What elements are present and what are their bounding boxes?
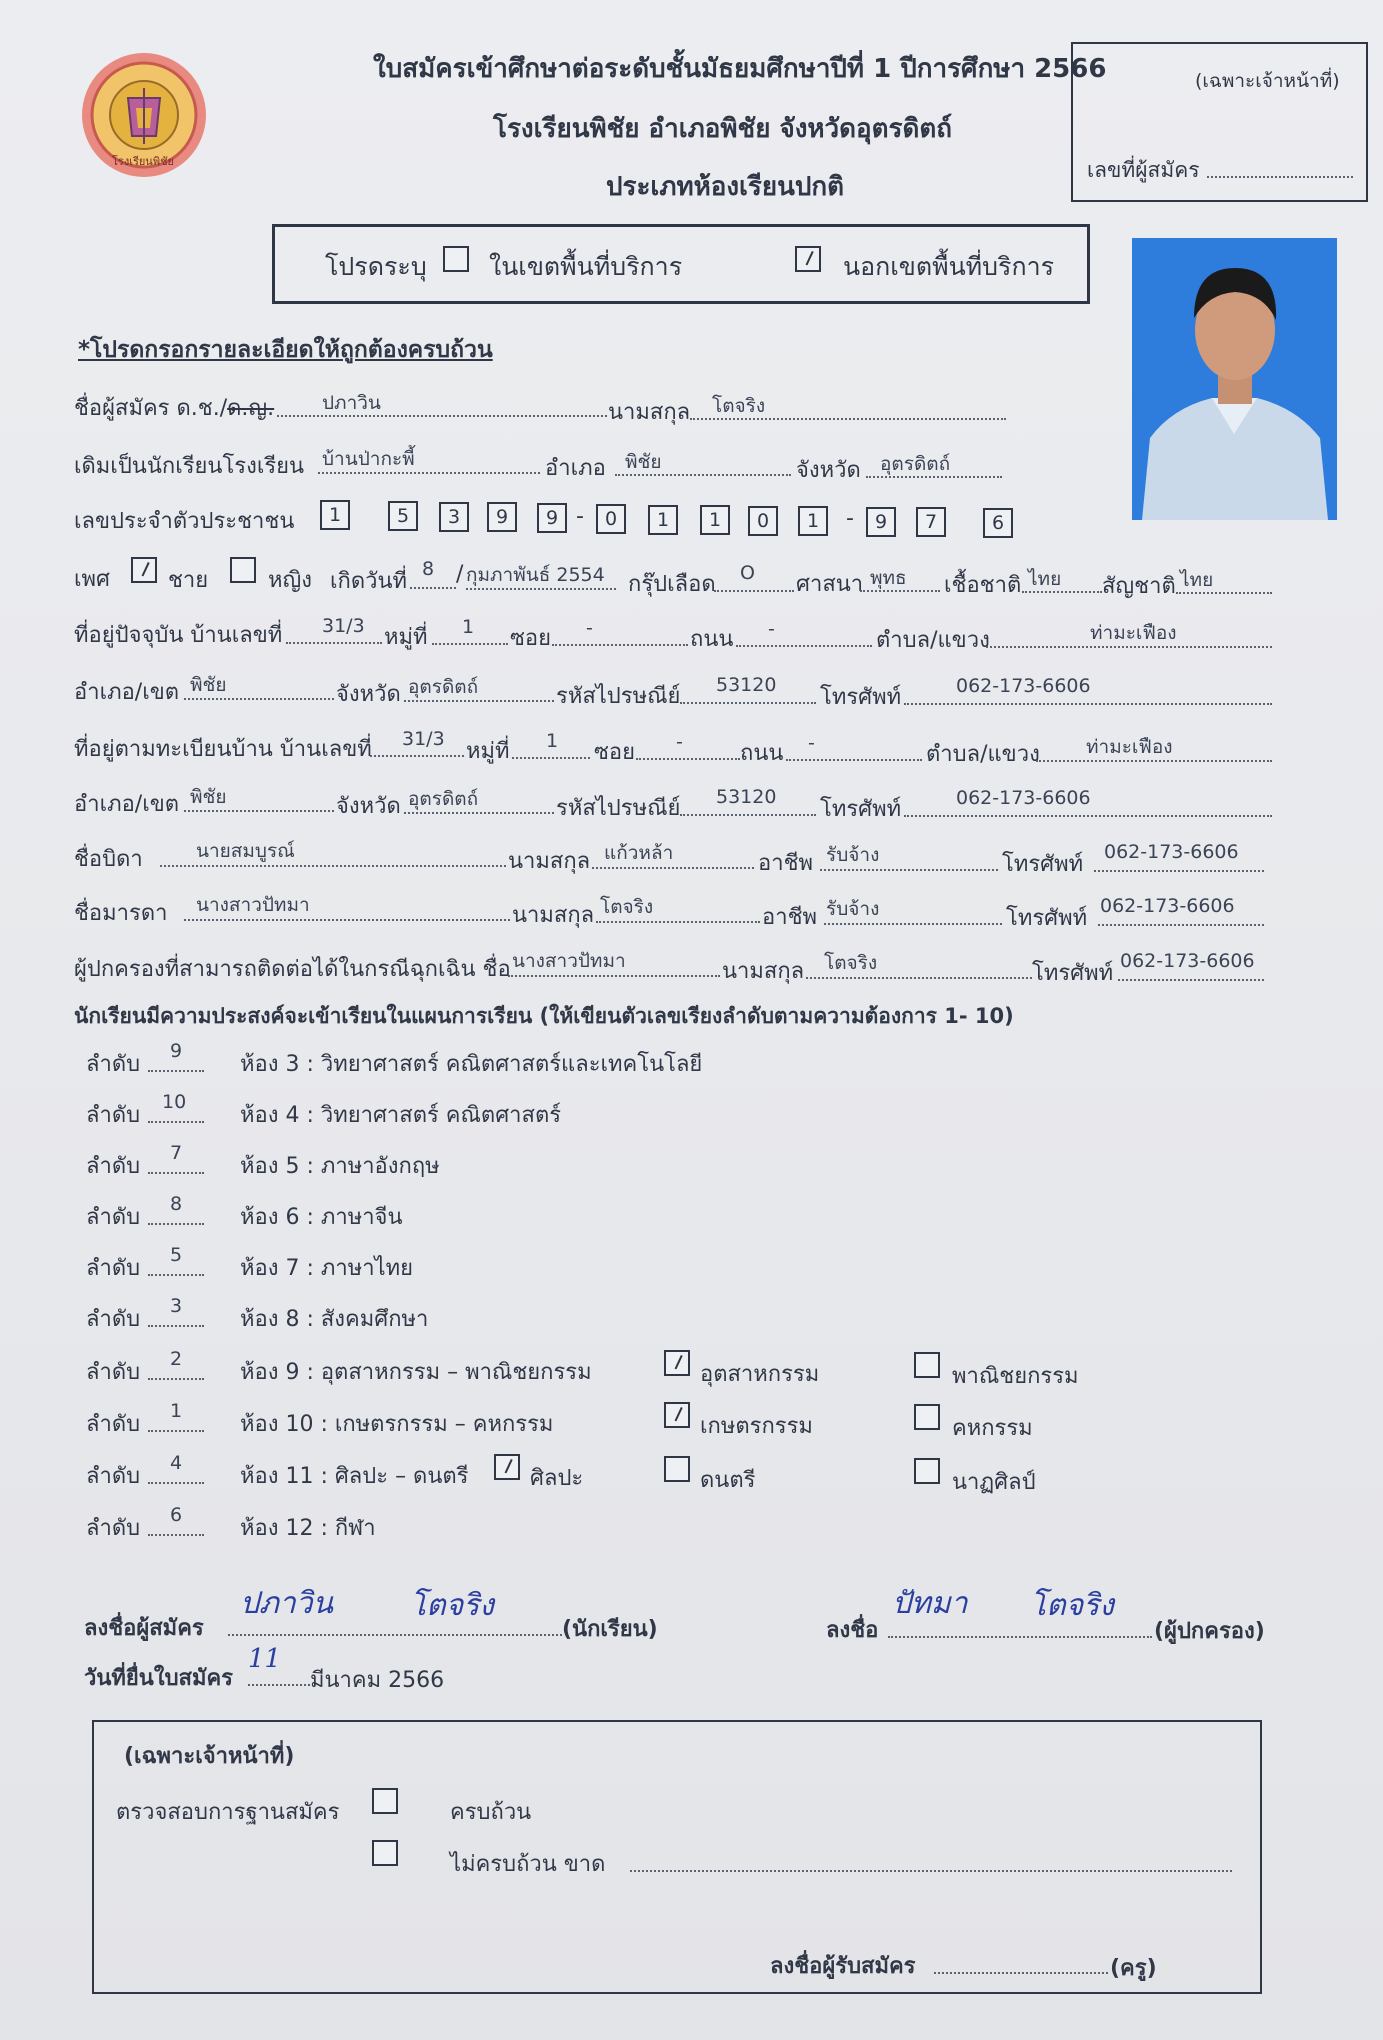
- home-economics-checkbox[interactable]: [914, 1404, 940, 1430]
- plan-rank-value[interactable]: 4: [170, 1452, 183, 1474]
- complete-label: ครบถ้วน: [450, 1800, 532, 1825]
- name-prefix-label: ชื่อผู้สมัคร ด.ช./: [74, 396, 228, 421]
- commerce-checkbox[interactable]: [914, 1352, 940, 1378]
- mother-surname-value[interactable]: โตจริง: [600, 896, 654, 918]
- plan-room-label: ห้อง 3 : วิทยาศาสตร์ คณิตศาสตร์และเทคโนโลยี: [240, 1052, 703, 1077]
- guardian-signature[interactable]: ปัทมา: [892, 1586, 968, 1621]
- sex-label: เพศ: [74, 567, 110, 592]
- industry-checkbox[interactable]: [664, 1350, 690, 1376]
- area-select-label: โปรดระบุ: [325, 252, 427, 281]
- id-digit[interactable]: 0: [748, 506, 778, 536]
- father-surname-label: นามสกุล: [508, 849, 591, 874]
- receiver-role: (ครู): [1110, 1956, 1157, 1981]
- applicant-signature[interactable]: ปภาวิน: [240, 1586, 334, 1621]
- music-checkbox[interactable]: [664, 1456, 690, 1482]
- male-label: ชาย: [168, 568, 209, 593]
- id-label: เลขประจำตัวประชาชน: [74, 509, 295, 534]
- current-address-label: ที่อยู่ปัจจุบัน บ้านเลขที่: [74, 623, 283, 648]
- applicant-number-label: เลขที่ผู้สมัคร: [1087, 158, 1200, 182]
- guardian-signature-last[interactable]: โตจริง: [1030, 1588, 1114, 1623]
- verify-label: ตรวจสอบการฐานสมัคร: [116, 1800, 340, 1825]
- guardian-surname-label: นามสกุล: [722, 959, 805, 984]
- order-label: ลำดับ: [86, 1464, 141, 1489]
- official-section-title: (เฉพาะเจ้าหน้าที่): [124, 1744, 295, 1769]
- registered-road-label: ถนน: [740, 741, 784, 766]
- order-label: ลำดับ: [86, 1360, 141, 1385]
- logo-text: โรงเรียนพิชัย: [112, 155, 174, 168]
- mother-phone-label: โทรศัพท์: [1006, 906, 1088, 931]
- order-label: ลำดับ: [86, 1154, 141, 1179]
- registered-postal-value[interactable]: 53120: [716, 786, 777, 808]
- order-label: ลำดับ: [86, 1052, 141, 1077]
- applicant-name-label: [74, 390, 274, 425]
- guardian-surname-value[interactable]: โตจริง: [824, 952, 878, 974]
- order-label: ลำดับ: [86, 1412, 141, 1437]
- current-phone-value[interactable]: 062-173-6606: [956, 675, 1091, 697]
- outside-area-label: นอกเขตพื้นที่บริการ: [843, 252, 1055, 281]
- father-name-value[interactable]: นายสมบูรณ์: [196, 840, 295, 862]
- plan-room-label: ห้อง 12 : กีฬา: [240, 1516, 376, 1541]
- prev-province-label: จังหวัด: [796, 458, 861, 483]
- registered-amphoe-label: อำเภอ/เขต: [74, 792, 180, 817]
- id-digit[interactable]: 6: [983, 508, 1013, 538]
- plan-room-label: ห้อง 10 : เกษตรกรรม – คหกรรม: [240, 1412, 554, 1437]
- birth-month-year-value[interactable]: กุมภาพันธ์ 2554: [466, 564, 605, 586]
- incomplete-label: ไม่ครบถ้วน ขาด: [450, 1852, 606, 1877]
- guardian-phone-value[interactable]: 062-173-6606: [1120, 950, 1255, 972]
- plan-option-label: อุตสาหกรรม: [700, 1362, 820, 1387]
- plan-rank-value[interactable]: 7: [170, 1142, 183, 1164]
- plan-rank-value[interactable]: 1: [170, 1400, 183, 1422]
- current-amphoe-value[interactable]: พิชัย: [190, 674, 227, 696]
- plan-rank-value[interactable]: 6: [170, 1504, 183, 1526]
- registered-moo-label: หมู่ที่: [466, 739, 510, 764]
- id-digit[interactable]: 1: [700, 505, 730, 535]
- dance-checkbox[interactable]: [914, 1458, 940, 1484]
- id-digit[interactable]: 0: [596, 504, 626, 534]
- plan-room-label: ห้อง 11 : ศิลปะ – ดนตรี: [240, 1464, 469, 1489]
- guardian-role: (ผู้ปกครอง): [1154, 1619, 1265, 1644]
- registered-province-value[interactable]: อุตรดิตถ์: [408, 788, 479, 810]
- current-province-label: จังหวัด: [336, 682, 401, 707]
- applicant-photo: [1132, 238, 1337, 520]
- inside-area-label: ในเขตพื้นที่บริการ: [489, 252, 683, 281]
- blood-value[interactable]: O: [740, 562, 755, 584]
- plan-room-label: ห้อง 8 : สังคมศึกษา: [240, 1307, 429, 1332]
- id-digit[interactable]: 1: [320, 500, 350, 530]
- mother-name-value[interactable]: นางสาวปัทมา: [196, 894, 310, 916]
- id-digit[interactable]: 9: [487, 502, 517, 532]
- male-checkbox[interactable]: [131, 557, 157, 583]
- form-title: ใบสมัครเข้าศึกษาต่อระดับชั้นมัธยมศึกษาปีที่ 1 ปีการศึกษา 2566: [373, 54, 1107, 84]
- plan-rank-value[interactable]: 10: [162, 1091, 187, 1113]
- surname-value[interactable]: โตจริง: [712, 395, 766, 417]
- plan-room-label: ห้อง 6 : ภาษาจีน: [240, 1205, 403, 1230]
- current-province-value[interactable]: อุตรดิตถ์: [408, 676, 479, 698]
- father-surname-value[interactable]: แก้วหล้า: [604, 842, 674, 864]
- registered-soi-value[interactable]: -: [676, 731, 683, 753]
- plan-rank-value[interactable]: 5: [170, 1244, 183, 1266]
- id-dash: -: [846, 506, 854, 531]
- nationality-label: สัญชาติ: [1102, 574, 1176, 599]
- prev-province-value[interactable]: อุตรดิตถ์: [880, 453, 951, 475]
- current-phone-label: โทรศัพท์: [820, 685, 902, 710]
- official-section-box: [92, 1720, 1262, 1994]
- registered-tambon-value[interactable]: ท่ามะเฟือง: [1086, 736, 1173, 758]
- birth-label: เกิดวันที่: [330, 569, 408, 594]
- current-postal-label: รหัสไปรษณีย์: [556, 684, 681, 709]
- plan-room-label: ห้อง 9 : อุตสาหกรรม – พาณิชยกรรม: [240, 1360, 592, 1385]
- father-job-label: อาชีพ: [758, 851, 813, 876]
- registered-phone-label: โทรศัพท์: [820, 797, 902, 822]
- religion-value[interactable]: พุทธ: [870, 567, 907, 589]
- mother-job-label: อาชีพ: [762, 905, 817, 930]
- prev-amphoe-value[interactable]: พิชัย: [625, 451, 662, 473]
- surname-label: นามสกุล: [608, 400, 691, 425]
- registered-phone-value[interactable]: 062-173-6606: [956, 787, 1091, 809]
- id-digit[interactable]: 1: [798, 506, 828, 536]
- current-tambon-label: ตำบล/แขวง: [876, 628, 990, 653]
- plan-option-label: คหกรรม: [952, 1416, 1033, 1441]
- guardian-label: ผู้ปกครองที่สามารถติดต่อได้ในกรณีฉุกเฉิน ชื่อ: [74, 957, 511, 982]
- school-name: โรงเรียนพิชัย อำเภอพิชัย จังหวัดอุตรดิตถ์: [493, 114, 953, 144]
- current-moo-label: หมู่ที่: [384, 625, 428, 650]
- current-postal-value[interactable]: 53120: [716, 674, 777, 696]
- father-job-value[interactable]: รับจ้าง: [826, 844, 880, 866]
- registered-tambon-label: ตำบล/แขวง: [926, 742, 1040, 767]
- current-soi-value[interactable]: -: [586, 617, 593, 639]
- incomplete-checkbox[interactable]: [372, 1840, 398, 1866]
- registered-province-label: จังหวัด: [336, 794, 401, 819]
- school-logo: [78, 48, 210, 182]
- current-house-no-value[interactable]: 31/3: [322, 615, 365, 637]
- first-name-value[interactable]: ปภาวิน: [322, 392, 381, 414]
- submit-month-year: มีนาคม 2566: [310, 1668, 445, 1693]
- plan-room-label: ห้อง 5 : ภาษาอังกฤษ: [240, 1154, 440, 1179]
- applicant-signature-last[interactable]: โตจริง: [410, 1588, 494, 1623]
- mother-phone-value[interactable]: 062-173-6606: [1100, 895, 1235, 917]
- id-dash: -: [576, 504, 584, 529]
- plan-option-label: พาณิชยกรรม: [952, 1364, 1079, 1389]
- registered-house-no-value[interactable]: 31/3: [402, 728, 445, 750]
- plan-rank-value[interactable]: 8: [170, 1193, 183, 1215]
- complete-checkbox[interactable]: [372, 1788, 398, 1814]
- receiver-sign-label: ลงชื่อผู้รับสมัคร: [770, 1954, 916, 1979]
- class-type: ประเภทห้องเรียนปกติ: [606, 172, 845, 202]
- birth-day-value[interactable]: 8: [422, 558, 435, 580]
- current-moo-value[interactable]: 1: [462, 616, 475, 638]
- plan-option-label: ดนตรี: [700, 1468, 756, 1493]
- name-prefix-struck: ด.ญ.: [227, 396, 275, 421]
- prev-amphoe-label: อำเภอ: [545, 456, 606, 481]
- birth-slash: /: [456, 562, 464, 587]
- prev-school-value[interactable]: บ้านป่ากะพี้: [322, 448, 415, 470]
- guardian-name-value[interactable]: นางสาวปัทมา: [512, 950, 626, 972]
- id-digit[interactable]: 1: [648, 505, 678, 535]
- current-road-label: ถนน: [690, 627, 734, 652]
- registered-road-value[interactable]: -: [808, 732, 815, 754]
- nationality-value[interactable]: ไทย: [1180, 569, 1214, 591]
- plan-rank-value[interactable]: 2: [170, 1348, 183, 1370]
- current-tambon-value[interactable]: ท่ามะเฟือง: [1090, 622, 1177, 644]
- mother-surname-label: นามสกุล: [512, 903, 595, 928]
- guardian-phone-label: โทรศัพท์: [1032, 961, 1114, 986]
- art-checkbox[interactable]: [494, 1454, 520, 1480]
- registered-soi-label: ซอย: [594, 740, 636, 765]
- applicant-sign-label: ลงชื่อผู้สมัคร: [84, 1616, 204, 1641]
- order-label: ลำดับ: [86, 1307, 141, 1332]
- guardian-sign-label: ลงชื่อ: [826, 1618, 879, 1643]
- registered-amphoe-value[interactable]: พิชัย: [190, 786, 227, 808]
- mother-label: ชื่อมารดา: [74, 901, 168, 926]
- plan-rank-value[interactable]: 9: [170, 1040, 183, 1062]
- inside-area-checkbox[interactable]: [443, 246, 469, 272]
- id-digit[interactable]: 7: [916, 507, 946, 537]
- agriculture-checkbox[interactable]: [664, 1402, 690, 1428]
- plan-rank-value[interactable]: 3: [170, 1295, 183, 1317]
- id-digit[interactable]: 5: [388, 501, 418, 531]
- current-soi-label: ซอย: [510, 626, 552, 651]
- id-digit[interactable]: 3: [439, 502, 469, 532]
- submit-date-label: วันที่ยื่นใบสมัคร: [84, 1666, 233, 1691]
- order-label: ลำดับ: [86, 1256, 141, 1281]
- submit-day-value[interactable]: 11: [248, 1644, 282, 1674]
- plan-room-label: ห้อง 7 : ภาษาไทย: [240, 1256, 414, 1281]
- id-digit[interactable]: 9: [537, 503, 567, 533]
- religion-label: ศาสนา: [796, 572, 864, 597]
- female-checkbox[interactable]: [230, 557, 256, 583]
- order-label: ลำดับ: [86, 1205, 141, 1230]
- outside-area-checkbox[interactable]: [795, 246, 821, 272]
- registered-address-label: ที่อยู่ตามทะเบียนบ้าน บ้านเลขที่: [74, 737, 372, 762]
- current-road-value[interactable]: -: [768, 618, 775, 640]
- applicant-role: (นักเรียน): [562, 1617, 658, 1642]
- current-amphoe-label: อำเภอ/เขต: [74, 680, 180, 705]
- registered-postal-label: รหัสไปรษณีย์: [556, 796, 681, 821]
- plan-heading: นักเรียนมีความประสงค์จะเข้าเรียนในแผนการเรียน (ให้เขียนตัวเลขเรียงลำดับตามความต้องการ 1- 10): [74, 1004, 1014, 1028]
- official-use-box: [1071, 42, 1368, 202]
- father-label: ชื่อบิดา: [74, 847, 143, 872]
- mother-job-value[interactable]: รับจ้าง: [826, 898, 880, 920]
- prev-school-label: เดิมเป็นนักเรียนโรงเรียน: [74, 454, 305, 479]
- official-use-label: (เฉพาะเจ้าหน้าที่): [1195, 70, 1340, 92]
- id-digit[interactable]: 9: [866, 507, 896, 537]
- plan-room-label: ห้อง 4 : วิทยาศาสตร์ คณิตศาสตร์: [240, 1103, 562, 1128]
- race-value[interactable]: ไทย: [1028, 568, 1062, 590]
- father-phone-value[interactable]: 062-173-6606: [1104, 841, 1239, 863]
- order-label: ลำดับ: [86, 1103, 141, 1128]
- female-label: หญิง: [268, 568, 312, 593]
- area-select-box: [272, 224, 1090, 304]
- order-label: ลำดับ: [86, 1516, 141, 1541]
- registered-moo-value[interactable]: 1: [546, 730, 559, 752]
- blood-label: กรุ๊ปเลือด: [628, 572, 716, 597]
- father-phone-label: โทรศัพท์: [1002, 852, 1084, 877]
- instruction-text: *โปรดกรอกรายละเอียดให้ถูกต้องครบถ้วน: [78, 337, 493, 363]
- plan-option-label: ศิลปะ: [530, 1466, 584, 1491]
- plan-option-label: นาฏศิลป์: [952, 1470, 1036, 1495]
- race-label: เชื้อชาติ: [944, 573, 1022, 598]
- plan-option-label: เกษตรกรรม: [700, 1414, 813, 1439]
